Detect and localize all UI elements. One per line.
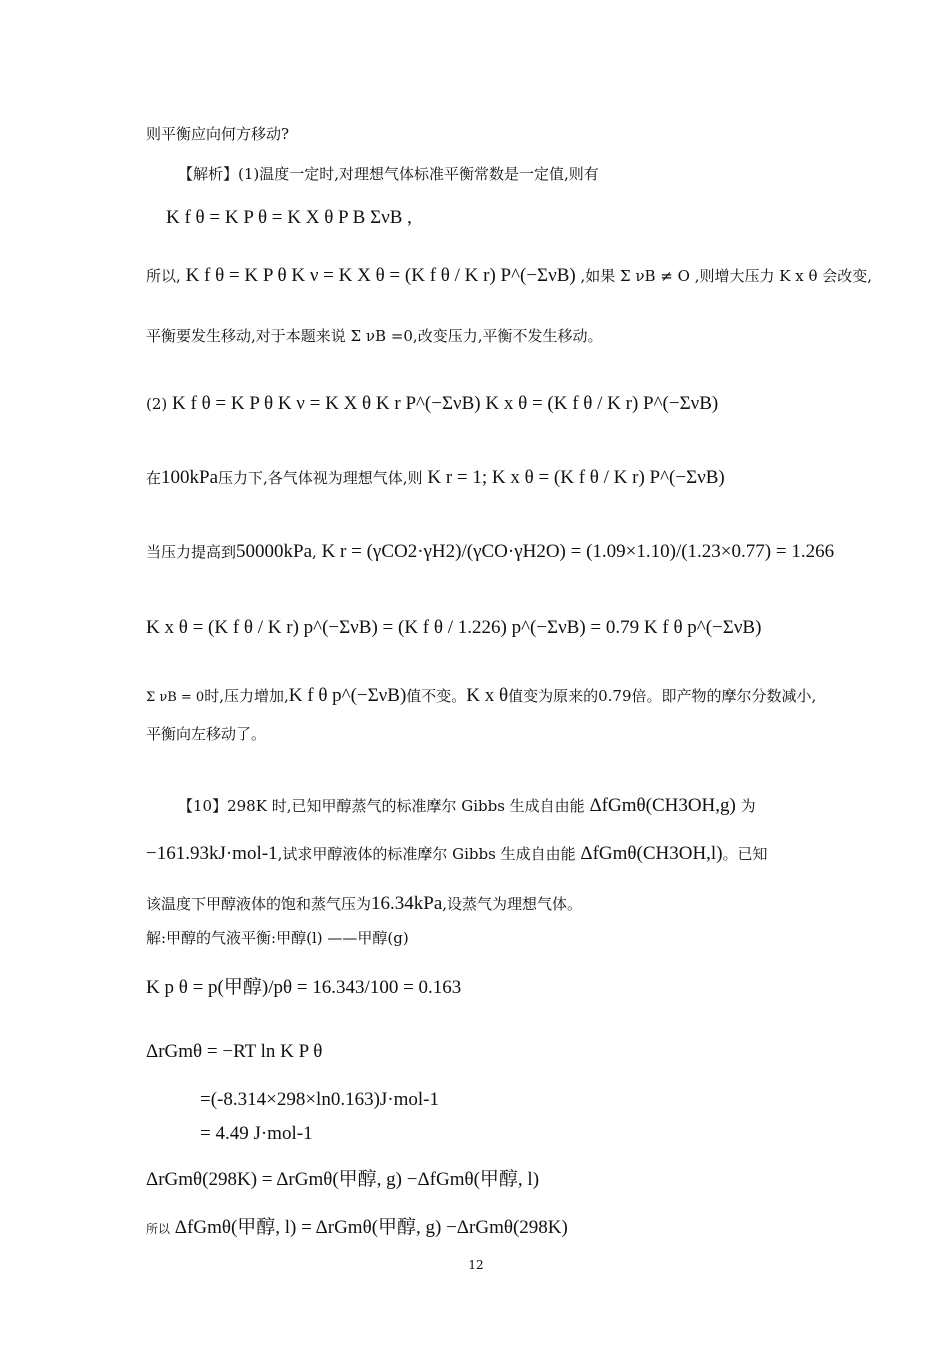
text-at: 在 [146, 469, 162, 487]
gibbs-gas: ΔfGmθ(CH3OH,g) [589, 795, 736, 816]
text-vapor-pressure: 该温度下甲醇液体的饱和蒸气压为 [146, 895, 372, 913]
paragraph-100kpa [146, 468, 725, 488]
problem-10-known: 。已知 [722, 845, 768, 863]
equation-calc1: =(-8.314×298×ln0.163)J·mol-1 [200, 1089, 440, 1110]
so-condition: ,如果 Σ νB ≠ O ,则增大压力 K x θ 会改变, [580, 267, 873, 285]
equation-298k: ΔrGmθ(298K) = ΔrGmθ(甲醇, g) −ΔfGmθ(甲醇, l) [146, 1169, 540, 1190]
equation-kp: K p θ = p(甲醇)/pθ = 16.343/100 = 0.163 [146, 977, 462, 998]
so-label: 所以, [146, 267, 181, 285]
problem-10-line3 [146, 894, 582, 914]
vapor-pressure-value: 16.34kPa [371, 893, 443, 914]
text-comma: , [312, 543, 317, 561]
text-ideal-gas: 压力下,各气体视为理想气体,则 [218, 469, 423, 487]
equation-kr-gamma: K r = (γCO2·γH2)/(γCO·γH2O) = (1.09×1.10)/(1.23×0.77) = 1.266 [321, 541, 835, 562]
equation-kx-result: K x θ = (K f θ / K r) p^(−ΣνB) = (K f θ / 1.226) p^(−ΣνB) = 0.79 K f θ p^(−ΣνB) [146, 617, 762, 638]
paragraph-conclusion [146, 686, 816, 708]
therefore-label: 所以 [146, 1222, 171, 1236]
equation-kf: K f θ = K P θ = K X θ P B ΣνB , [166, 207, 412, 228]
paragraph-equilibrium: 平衡要发生移动,对于本题来说 Σ νB =0,改变压力,平衡不发生移动。 [146, 327, 603, 345]
part-two [146, 394, 718, 414]
sum-nu-zero: Σ νB = 0 [146, 690, 205, 705]
paragraph-therefore [146, 1218, 568, 1239]
problem-10-text: 【10】298K 时,已知甲醇蒸气的标准摩尔 Gibbs 生成自由能 [178, 797, 585, 815]
equation-kr-one: K r = 1; K x θ = (K f θ / K r) P^(−ΣνB) [427, 467, 725, 488]
text-raise-pressure: 当压力提高到 [146, 543, 237, 561]
paragraph-50000kpa [146, 542, 834, 562]
equation-part-two: K f θ = K P θ K ν = K X θ K r P^(−ΣνB) K x θ = (K f θ / K r) P^(−ΣνB) [172, 393, 719, 414]
kx-term: K x θ [466, 685, 509, 706]
gibbs-liquid: ΔfGmθ(CH3OH,l) [580, 843, 723, 864]
pressure-50000kpa: 50000kPa [236, 541, 313, 562]
paragraph-so [146, 266, 872, 286]
analysis-intro: 【解析】(1)温度一定时,对理想气体标准平衡常数是一定值,则有 [178, 165, 599, 183]
text-unchanged: 值不变。 [406, 687, 467, 705]
paragraph-shift-left: 平衡向左移动了。 [146, 725, 267, 743]
question-tail: 则平衡应向何方移动? [146, 125, 290, 143]
kf-p-term: K f θ p^(−ΣνB) [288, 685, 407, 706]
equation-final: ΔfGmθ(甲醇, l) = ΔrGmθ(甲醇, g) −ΔrGmθ(298K) [174, 1217, 568, 1238]
problem-10-wei: 为 [740, 797, 756, 815]
equation-delta-g: ΔrGmθ = −RT ln K P θ [146, 1041, 323, 1062]
text-factor: 值变为原来的0.79倍。即产物的摩尔分数减小, [508, 687, 817, 705]
page-number: 12 [468, 1258, 484, 1272]
solution-line: 解:甲醇的气液平衡:甲醇(l) ——甲醇(g) [146, 929, 409, 947]
pressure-100kpa: 100kPa [161, 467, 219, 488]
text-pressure-increase: 时,压力增加, [204, 687, 289, 705]
equation-calc2: = 4.49 J·mol-1 [200, 1123, 313, 1144]
gibbs-gas-value: −161.93kJ·mol-1 [146, 843, 278, 864]
problem-10-line2 [146, 844, 768, 864]
text-assume-ideal: ,设蒸气为理想气体。 [442, 895, 583, 913]
part-two-label: (2) [146, 395, 168, 413]
problem-10-ask: ,试求甲醇液体的标准摩尔 Gibbs 生成自由能 [277, 845, 576, 863]
problem-10-line1 [178, 796, 756, 816]
equation-kf-expanded: K f θ = K P θ K ν = K X θ = (K f θ / K r) P^(−ΣνB) [185, 265, 576, 286]
